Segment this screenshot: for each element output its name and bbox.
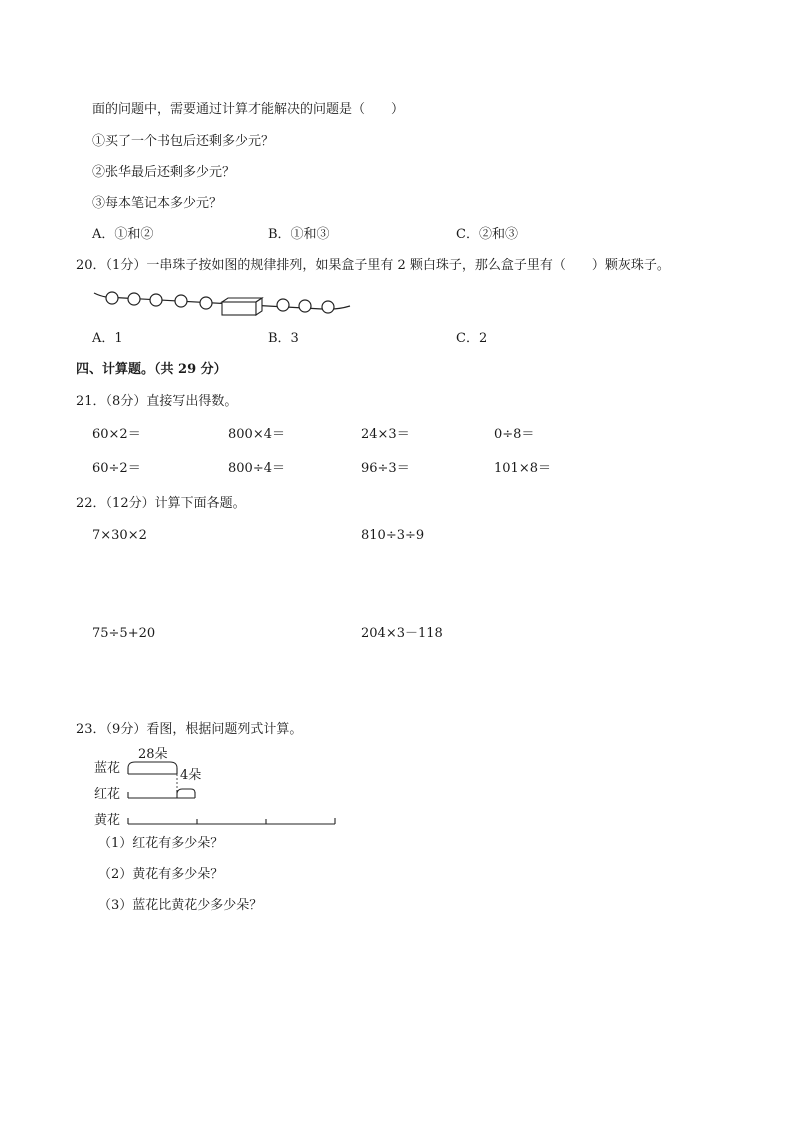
q21-expr: 101×8＝ bbox=[494, 461, 551, 476]
bead-white bbox=[175, 295, 187, 307]
q23-question-1: （1）红花有多少朵？ bbox=[98, 836, 224, 851]
diagram-diff-label: 4朵 bbox=[180, 768, 202, 783]
q19-item-3: ③每本笔记本多少元？ bbox=[92, 196, 223, 211]
bead-white bbox=[128, 293, 140, 305]
q20-option-a[interactable]: A．1 bbox=[92, 331, 123, 346]
q19-item-1: ①买了一个书包后还剩多少元？ bbox=[92, 134, 275, 149]
q21-expr: 0÷8＝ bbox=[494, 427, 535, 442]
q21-expr: 96÷3＝ bbox=[361, 461, 410, 476]
bar-red-flowers bbox=[128, 790, 195, 798]
q21-expr: 60×2＝ bbox=[92, 427, 141, 442]
brace-4 bbox=[177, 789, 195, 793]
bead-white bbox=[200, 297, 212, 309]
diagram-label-blue: 蓝花 bbox=[94, 761, 121, 776]
brace-28 bbox=[128, 762, 177, 768]
q21-expr: 800×4＝ bbox=[228, 427, 285, 442]
q20-option-b[interactable]: B．3 bbox=[268, 331, 299, 346]
bead-white bbox=[322, 301, 334, 313]
q23-stem: 23．（9分）看图，根据问题列式计算。 bbox=[76, 722, 303, 737]
q22-expr: 810÷3÷9 bbox=[361, 528, 425, 543]
q19-option-c[interactable]: C．②和③ bbox=[456, 227, 518, 242]
line-segment-diagram bbox=[125, 760, 341, 830]
bead-string-figure bbox=[92, 285, 354, 321]
box-shape bbox=[222, 298, 262, 315]
bead-white bbox=[150, 294, 162, 306]
q22-expr: 75÷5+20 bbox=[92, 626, 156, 641]
q22-stem: 22．（12分）计算下面各题。 bbox=[76, 496, 246, 511]
bar-blue-flowers bbox=[128, 768, 177, 774]
q23-question-2: （2）黄花有多少朵？ bbox=[98, 867, 224, 882]
bar-yellow-flowers bbox=[128, 818, 335, 824]
q22-expr: 7×30×2 bbox=[92, 528, 147, 543]
q22-expr: 204×3－118 bbox=[361, 626, 443, 641]
diagram-label-yellow: 黄花 bbox=[94, 813, 121, 828]
q23-question-3: （3）蓝花比黄花少多少朵？ bbox=[98, 898, 263, 913]
q20-option-c[interactable]: C．2 bbox=[456, 331, 488, 346]
bead-white bbox=[277, 299, 289, 311]
diagram-label-red: 红花 bbox=[94, 787, 121, 802]
q19-option-b[interactable]: B．①和③ bbox=[268, 227, 330, 242]
q19-item-2: ②张华最后还剩多少元？ bbox=[92, 165, 236, 180]
q20-stem: 20．（1分）一串珠子按如图的规律排列，如果盒子里有 2 颗白珠子，那么盒子里有（ ）颗灰珠子。 bbox=[76, 258, 670, 273]
q21-expr: 800÷4＝ bbox=[228, 461, 285, 476]
q19-stem-tail: 面的问题中，需要通过计算才能解决的问题是（ ） bbox=[92, 102, 405, 117]
bead-white bbox=[299, 300, 311, 312]
q21-stem: 21．（8分）直接写出得数。 bbox=[76, 394, 238, 409]
diagram-top-label: 28朵 bbox=[138, 747, 168, 762]
q19-option-a[interactable]: A．①和② bbox=[92, 227, 154, 242]
section-4-title: 四、计算题。（共 29 分） bbox=[76, 362, 227, 377]
q21-expr: 24×3＝ bbox=[361, 427, 410, 442]
q21-expr: 60÷2＝ bbox=[92, 461, 141, 476]
bead-white bbox=[106, 292, 118, 304]
